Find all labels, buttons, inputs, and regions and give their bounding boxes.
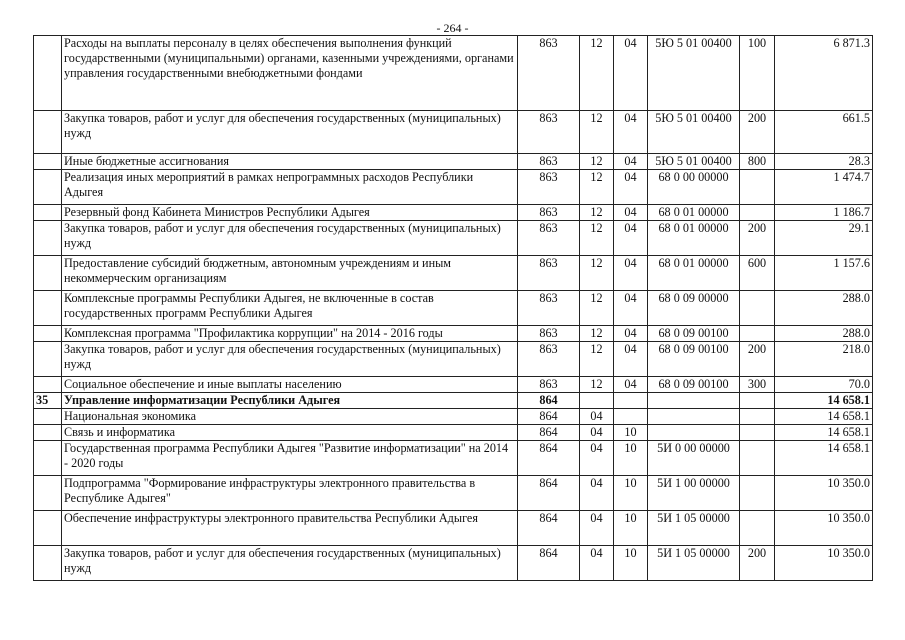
expense-type-code xyxy=(740,409,775,425)
target-article-code: 5И 0 00 00000 xyxy=(648,441,740,476)
department-code: 863 xyxy=(518,291,580,326)
table-row xyxy=(34,476,873,511)
subsection-code: 04 xyxy=(614,326,648,342)
table-row xyxy=(34,409,873,425)
table-row xyxy=(34,205,873,221)
row-description: Реализация иных мероприятий в рамках непрограммных расходов Республики Адыгея xyxy=(62,170,518,205)
subsection-code: 04 xyxy=(614,36,648,111)
expense-type-code xyxy=(740,511,775,546)
amount: 1 474.7 xyxy=(775,170,873,205)
section-code: 12 xyxy=(580,154,614,170)
amount: 10 350.0 xyxy=(775,476,873,511)
expense-type-code xyxy=(740,393,775,409)
row-description: Расходы на выплаты персоналу в целях обеспечения выполнения функций государственными (муниципальными) органами, казенными учреждениями, органами управления государственными внебюджетными фондами xyxy=(62,36,518,111)
expense-type-code xyxy=(740,291,775,326)
department-code: 864 xyxy=(518,409,580,425)
amount: 10 350.0 xyxy=(775,511,873,546)
department-code: 864 xyxy=(518,546,580,581)
target-article-code: 5И 1 05 00000 xyxy=(648,546,740,581)
subsection-code: 10 xyxy=(614,425,648,441)
section-code: 12 xyxy=(580,36,614,111)
expense-type-code: 100 xyxy=(740,36,775,111)
row-description: Комплексные программы Республики Адыгея, не включенные в состав государственных программ Республики Адыгея xyxy=(62,291,518,326)
row-number xyxy=(34,256,62,291)
row-number xyxy=(34,36,62,111)
row-description: Закупка товаров, работ и услуг для обеспечения государственных (муниципальных) нужд xyxy=(62,342,518,377)
row-description: Комплексная программа "Профилактика коррупции" на 2014 - 2016 годы xyxy=(62,326,518,342)
expense-type-code xyxy=(740,205,775,221)
row-number xyxy=(34,546,62,581)
row-description: Резервный фонд Кабинета Министров Республики Адыгея xyxy=(62,205,518,221)
section-code: 12 xyxy=(580,342,614,377)
row-number xyxy=(34,476,62,511)
expense-type-code: 600 xyxy=(740,256,775,291)
subsection-code: 04 xyxy=(614,342,648,377)
department-code: 864 xyxy=(518,476,580,511)
table-row xyxy=(34,511,873,546)
subsection-code xyxy=(614,393,648,409)
table-row xyxy=(34,342,873,377)
target-article-code: 68 0 09 00100 xyxy=(648,342,740,377)
amount: 6 871.3 xyxy=(775,36,873,111)
expense-type-code: 800 xyxy=(740,154,775,170)
amount: 10 350.0 xyxy=(775,546,873,581)
subsection-code: 04 xyxy=(614,205,648,221)
row-description: Закупка товаров, работ и услуг для обеспечения государственных (муниципальных) нужд xyxy=(62,546,518,581)
row-number xyxy=(34,205,62,221)
table-body xyxy=(34,36,873,581)
table-row xyxy=(34,441,873,476)
expense-type-code: 200 xyxy=(740,221,775,256)
department-code: 863 xyxy=(518,221,580,256)
section-code: 04 xyxy=(580,425,614,441)
subsection-code: 10 xyxy=(614,546,648,581)
amount: 14 658.1 xyxy=(775,409,873,425)
table-row xyxy=(34,170,873,205)
section-code xyxy=(580,393,614,409)
row-description: Обеспечение инфраструктуры электронного правительства Республики Адыгея xyxy=(62,511,518,546)
row-description: Подпрограмма "Формирование инфраструктуры электронного правительства в Республике Адыгея" xyxy=(62,476,518,511)
subsection-code: 10 xyxy=(614,511,648,546)
section-code: 04 xyxy=(580,441,614,476)
subsection-code xyxy=(614,409,648,425)
expense-type-code: 200 xyxy=(740,111,775,154)
amount: 661.5 xyxy=(775,111,873,154)
table-row xyxy=(34,425,873,441)
row-number xyxy=(34,111,62,154)
row-number xyxy=(34,377,62,393)
amount: 1 157.6 xyxy=(775,256,873,291)
department-code: 863 xyxy=(518,154,580,170)
target-article-code xyxy=(648,425,740,441)
department-code: 864 xyxy=(518,511,580,546)
page-number: - 264 - xyxy=(436,21,469,35)
section-code: 12 xyxy=(580,221,614,256)
subsection-code: 10 xyxy=(614,476,648,511)
section-code: 12 xyxy=(580,377,614,393)
department-code: 863 xyxy=(518,170,580,205)
department-code: 864 xyxy=(518,393,580,409)
subsection-code: 04 xyxy=(614,111,648,154)
row-description: Закупка товаров, работ и услуг для обеспечения государственных (муниципальных) нужд xyxy=(62,221,518,256)
amount: 70.0 xyxy=(775,377,873,393)
expense-type-code xyxy=(740,476,775,511)
department-code: 863 xyxy=(518,342,580,377)
row-description: Закупка товаров, работ и услуг для обеспечения государственных (муниципальных) нужд xyxy=(62,111,518,154)
target-article-code: 68 0 09 00000 xyxy=(648,291,740,326)
department-code: 863 xyxy=(518,326,580,342)
amount: 29.1 xyxy=(775,221,873,256)
amount: 288.0 xyxy=(775,326,873,342)
subsection-code: 04 xyxy=(614,377,648,393)
section-code: 12 xyxy=(580,170,614,205)
target-article-code xyxy=(648,409,740,425)
amount: 288.0 xyxy=(775,291,873,326)
row-number xyxy=(34,326,62,342)
department-code: 863 xyxy=(518,36,580,111)
amount: 28.3 xyxy=(775,154,873,170)
table-row xyxy=(34,154,873,170)
row-number xyxy=(34,441,62,476)
target-article-code: 5Ю 5 01 00400 xyxy=(648,154,740,170)
target-article-code: 5И 1 05 00000 xyxy=(648,511,740,546)
table-row xyxy=(34,377,873,393)
row-number xyxy=(34,425,62,441)
table-row xyxy=(34,291,873,326)
section-code: 04 xyxy=(580,511,614,546)
target-article-code: 68 0 00 00000 xyxy=(648,170,740,205)
subsection-code: 10 xyxy=(614,441,648,476)
target-article-code: 68 0 09 00100 xyxy=(648,377,740,393)
row-description: Управление информатизации Республики Адыгея xyxy=(62,393,518,409)
section-code: 12 xyxy=(580,205,614,221)
department-code: 864 xyxy=(518,425,580,441)
table-row xyxy=(34,221,873,256)
target-article-code: 5Ю 5 01 00400 xyxy=(648,36,740,111)
budget-table xyxy=(33,35,873,581)
table-row xyxy=(34,111,873,154)
table-row xyxy=(34,256,873,291)
expense-type-code: 200 xyxy=(740,546,775,581)
row-description: Связь и информатика xyxy=(62,425,518,441)
row-description: Иные бюджетные ассигнования xyxy=(62,154,518,170)
table-row xyxy=(34,326,873,342)
target-article-code: 5Ю 5 01 00400 xyxy=(648,111,740,154)
row-description: Национальная экономика xyxy=(62,409,518,425)
row-number xyxy=(34,154,62,170)
row-number xyxy=(34,342,62,377)
expense-type-code: 300 xyxy=(740,377,775,393)
section-code: 04 xyxy=(580,409,614,425)
target-article-code: 68 0 01 00000 xyxy=(648,205,740,221)
amount: 1 186.7 xyxy=(775,205,873,221)
row-number: 35 xyxy=(34,393,62,409)
row-description: Социальное обеспечение и иные выплаты населению xyxy=(62,377,518,393)
table-row xyxy=(34,36,873,111)
expense-type-code xyxy=(740,441,775,476)
target-article-code: 5И 1 00 00000 xyxy=(648,476,740,511)
subsection-code: 04 xyxy=(614,170,648,205)
row-number xyxy=(34,221,62,256)
row-number xyxy=(34,511,62,546)
subsection-code: 04 xyxy=(614,291,648,326)
section-code: 12 xyxy=(580,256,614,291)
department-code: 863 xyxy=(518,377,580,393)
department-code: 863 xyxy=(518,256,580,291)
row-number xyxy=(34,291,62,326)
expense-type-code xyxy=(740,326,775,342)
expense-type-code xyxy=(740,170,775,205)
amount: 14 658.1 xyxy=(775,393,873,409)
amount: 14 658.1 xyxy=(775,441,873,476)
department-code: 863 xyxy=(518,205,580,221)
section-code: 04 xyxy=(580,546,614,581)
section-code: 12 xyxy=(580,326,614,342)
target-article-code: 68 0 01 00000 xyxy=(648,256,740,291)
amount: 218.0 xyxy=(775,342,873,377)
subsection-code: 04 xyxy=(614,256,648,291)
section-code: 12 xyxy=(580,291,614,326)
row-number xyxy=(34,170,62,205)
target-article-code: 68 0 09 00100 xyxy=(648,326,740,342)
table-row xyxy=(34,546,873,581)
amount: 14 658.1 xyxy=(775,425,873,441)
expense-type-code: 200 xyxy=(740,342,775,377)
row-description: Государственная программа Республики Адыгея "Развитие информатизации" на 2014 - 2020 годы xyxy=(62,441,518,476)
target-article-code: 68 0 01 00000 xyxy=(648,221,740,256)
subsection-code: 04 xyxy=(614,154,648,170)
department-code: 864 xyxy=(518,441,580,476)
section-code: 04 xyxy=(580,476,614,511)
expense-type-code xyxy=(740,425,775,441)
row-description: Предоставление субсидий бюджетным, автономным учреждениям и иным некоммерческим организациям xyxy=(62,256,518,291)
target-article-code xyxy=(648,393,740,409)
section-code: 12 xyxy=(580,111,614,154)
subsection-code: 04 xyxy=(614,221,648,256)
table-row xyxy=(34,393,873,409)
row-number xyxy=(34,409,62,425)
department-code: 863 xyxy=(518,111,580,154)
